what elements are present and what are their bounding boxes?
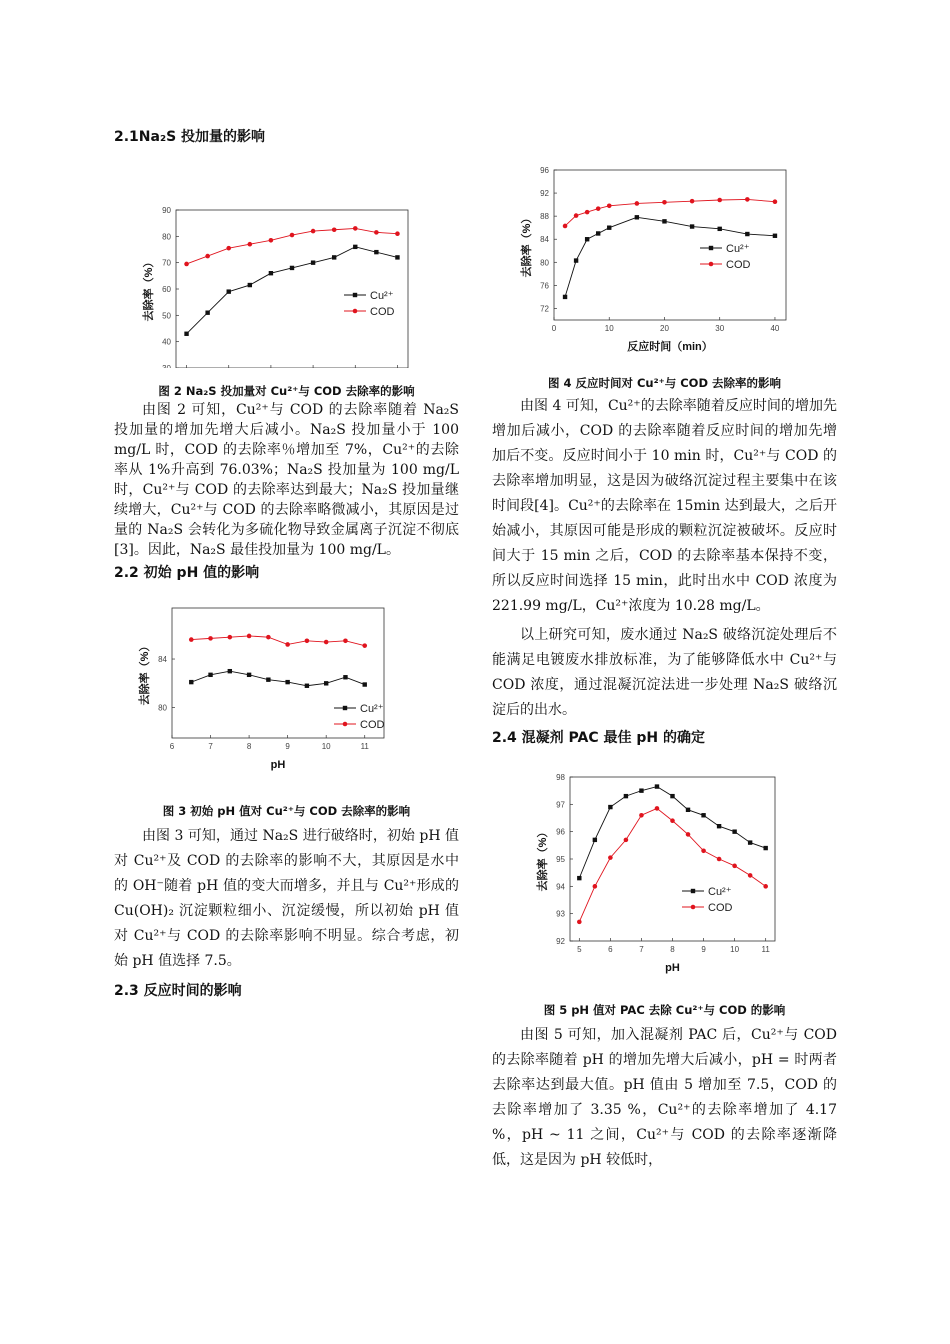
data-point-cu: [395, 255, 399, 259]
data-point-cu: [717, 824, 721, 828]
chart-fig5: [492, 767, 837, 977]
data-point-cu: [596, 231, 600, 235]
y-tick-label: [162, 364, 171, 368]
data-point-cod: [717, 857, 722, 862]
chart-fig2: [114, 158, 459, 368]
data-point-cod: [332, 227, 337, 232]
data-point-cu: [624, 794, 628, 798]
data-point-cu: [577, 876, 581, 880]
paragraph-fig3: 由图 3 可知，通过 Na₂S 进行破络时，初始 pH 值对 Cu²⁺及 COD 的去除率的影响不大，其原因是水中的 OH⁻随着 pH 值的变大而增多，并且与 Cu²⁺形成的 Cu(OH)₂ 沉淀颗粒细小、沉淀缓慢，所以初始 pH 值对 Cu²⁺与 COD 的去除率影响不明显。综合考虑，初始 pH 值选择 7.5。: [114, 828, 459, 969]
y-tick-label: 80: [540, 258, 549, 268]
data-point-cu: [324, 681, 328, 685]
x-tick-label: 7: [208, 742, 213, 751]
figure-3: [114, 596, 459, 796]
data-point-cod: [395, 231, 400, 236]
figure-4-caption: 图 4 反应时间对 Cu²⁺与 COD 去除率的影响: [547, 376, 781, 390]
y-tick-label: 80: [158, 703, 167, 713]
data-point-cu: [305, 684, 309, 688]
chart-fig4: [492, 140, 837, 362]
y-tick-label: 88: [540, 212, 549, 222]
legend-marker: [709, 246, 713, 250]
y-tick-label: 96: [540, 166, 549, 175]
figure-3-caption: 图 3 初始 pH 值对 Cu²⁺与 COD 去除率的影响: [162, 804, 411, 818]
legend-marker: [709, 262, 714, 267]
x-tick-label: 10: [321, 742, 331, 751]
legend-label: COD: [708, 902, 733, 914]
legend-marker: [343, 706, 347, 710]
y-tick-label: 96: [556, 827, 565, 837]
y-tick-label: 92: [556, 937, 565, 946]
x-tick-label: 10: [730, 945, 740, 954]
data-point-cu: [374, 250, 378, 254]
data-point-cu: [635, 215, 639, 219]
figure-5: [492, 767, 837, 977]
data-point-cod: [184, 262, 189, 267]
x-tick-label: 7: [639, 945, 644, 954]
data-point-cu: [266, 677, 270, 681]
data-point-cod: [748, 873, 753, 878]
data-point-cod: [305, 639, 310, 644]
legend-label: Cu²⁺: [708, 886, 732, 898]
legend-label: Cu²⁺: [360, 703, 384, 715]
y-tick-label: 80: [162, 232, 171, 242]
data-point-cu: [718, 227, 722, 231]
legend-marker: [343, 722, 348, 727]
x-tick-label: 8: [670, 945, 675, 954]
data-point-cu: [690, 224, 694, 228]
data-point-cod: [773, 199, 778, 204]
y-axis-label: 去除率（%）: [139, 640, 151, 706]
x-tick-label: 11: [360, 742, 369, 751]
data-point-cu: [248, 283, 252, 287]
y-tick-label: 60: [162, 285, 171, 294]
data-point-cod: [226, 246, 231, 251]
right-column: [492, 120, 837, 1173]
y-tick-label: 72: [540, 304, 549, 314]
data-point-cu: [205, 311, 209, 315]
data-point-cu: [607, 225, 611, 229]
data-point-cod: [763, 884, 768, 889]
data-point-cu: [608, 805, 612, 809]
legend-marker: [691, 905, 696, 910]
x-tick-label: 6: [608, 945, 613, 954]
data-point-cu: [701, 813, 705, 817]
data-point-cu: [686, 808, 690, 812]
y-tick-label: 95: [556, 855, 565, 864]
x-axis-label: 反应时间（min）: [627, 341, 713, 353]
x-tick-label: 5: [577, 945, 582, 954]
data-point-cu: [585, 237, 589, 241]
figure-2-caption: 图 2 Na₂S 投加量对 Cu²⁺与 COD 去除率的影响: [158, 384, 415, 398]
data-point-cu: [353, 245, 357, 249]
y-tick-label: 84: [158, 655, 167, 665]
data-point-cod: [374, 230, 379, 235]
data-point-cu: [269, 271, 273, 275]
x-tick-label: 30: [715, 324, 725, 333]
data-point-cod: [690, 199, 695, 204]
paragraph-summary: 以上研究可知，废水通过 Na₂S 破络沉淀处理后不能满足电镀废水排放标准，为了能够降低水中 Cu²⁺与 COD 浓度，通过混凝沉淀法进一步处理 Na₂S 破络沉淀后的出水。: [492, 627, 837, 718]
y-tick-label: 97: [556, 800, 565, 810]
y-tick-label: 84: [540, 235, 549, 245]
legend-marker: [353, 293, 357, 297]
legend-label: Cu²⁺: [370, 290, 394, 302]
y-tick-label: 40: [162, 337, 171, 347]
data-point-cod: [269, 238, 274, 243]
data-point-cod: [189, 637, 194, 642]
data-point-cu: [285, 680, 289, 684]
data-point-cod: [205, 254, 210, 259]
data-point-cu: [290, 266, 294, 270]
left-column: [114, 120, 459, 1002]
series-line-cu: [579, 787, 765, 879]
x-tick-label: 6: [169, 742, 175, 751]
data-point-cu: [184, 332, 188, 336]
data-point-cu: [563, 295, 567, 299]
data-point-cu: [732, 829, 736, 833]
figure-2: [114, 158, 459, 368]
data-point-cu: [574, 258, 578, 262]
series-line-cod: [579, 808, 765, 921]
legend-marker: [353, 309, 358, 314]
paragraph-fig4: 由图 4 可知，Cu²⁺的去除率随着反应时间的增加先增加后减小，COD 的去除率随着反应时间的增加先增加后不变。反应时间小于 10 min 时，Cu²⁺与 COD 的去除率增加明显，这是因为破络沉淀过程主要集中在该时间段[4]。Cu²⁺的去除率在 15min 达到最大，之后开始减小，其原因可能是形成的颗粒沉淀被破坏。反应时间大于 15 min 之后，COD 的去除率基本保持不变，所以反应时间选择 15 min，此时出水中 COD 浓度为 221.99 mg/L，Cu²⁺浓度为 10.28 mg/L。: [492, 398, 837, 614]
data-point-cod: [607, 203, 612, 208]
chart-fig3: [114, 596, 459, 796]
y-tick-label: 98: [556, 773, 565, 782]
data-point-cod: [353, 226, 358, 231]
data-point-cu: [763, 846, 767, 850]
plot-frame: [570, 777, 775, 941]
x-tick-label: 0: [551, 324, 557, 333]
data-point-cu: [662, 219, 666, 223]
legend-marker: [691, 889, 695, 893]
series-line-cod: [191, 636, 364, 646]
data-point-cod: [596, 206, 601, 211]
y-tick-label: 76: [540, 281, 549, 291]
data-point-cu: [228, 669, 232, 673]
legend-label: Cu²⁺: [726, 243, 750, 255]
data-point-cod: [577, 920, 582, 925]
y-tick-label: 93: [556, 909, 565, 919]
x-tick-label: 9: [701, 945, 706, 954]
x-tick-label: 20: [660, 324, 669, 333]
data-point-cod: [362, 643, 367, 648]
section-heading-2-3: 2.3 反应时间的影响: [114, 983, 242, 999]
y-axis-label: 去除率（%）: [521, 212, 533, 278]
data-point-cu: [639, 788, 643, 792]
data-point-cod: [670, 818, 675, 823]
data-point-cu: [247, 673, 251, 677]
series-line-cu: [191, 671, 364, 686]
data-point-cod: [593, 884, 598, 889]
data-point-cu: [311, 260, 315, 264]
data-point-cod: [635, 201, 640, 206]
y-tick-label: 50: [162, 311, 171, 321]
data-point-cod: [686, 832, 691, 837]
data-point-cu: [593, 838, 597, 842]
plot-frame: [172, 608, 384, 738]
figure-5-caption: 图 5 pH 值对 PAC 去除 Cu²⁺与 COD 的影响: [543, 1003, 786, 1017]
paragraph-fig2: 由图 2 可知，Cu²⁺与 COD 的去除率随着 Na₂S 投加量的增加先增大后减小。Na₂S 投加量小于 100 mg/L 时，COD 的去除率％增加至 7%，Cu²⁺的去除率从 1%升高到 76.03%；Na₂S 投加量为 100 mg/L 时，Cu²⁺与 COD 的去除率达到最大；Na₂S 投加量继续增大，Cu²⁺与 COD 的去除率略微减小，其原因是过量的 Na₂S 会转化为多硫化物导致金属离子沉淀不彻底[3]。因此，Na₂S 最佳投加量为 100 mg/L。: [114, 402, 459, 558]
data-point-cu: [773, 234, 777, 238]
legend-label: COD: [370, 306, 395, 318]
x-tick-label: 11: [761, 945, 770, 954]
x-tick-label: 10: [604, 324, 614, 333]
data-point-cod: [228, 635, 233, 640]
y-axis-label: 去除率（%）: [537, 826, 549, 892]
data-point-cu: [655, 784, 659, 788]
data-point-cod: [247, 634, 252, 639]
y-tick-label: 90: [162, 206, 171, 215]
data-point-cod: [248, 242, 253, 247]
data-point-cu: [189, 680, 193, 684]
data-point-cod: [662, 200, 667, 205]
data-point-cod: [639, 813, 644, 818]
data-point-cod: [343, 639, 348, 644]
data-point-cod: [290, 233, 295, 238]
data-point-cod: [311, 229, 316, 234]
y-tick-label: 94: [556, 882, 565, 892]
data-point-cu: [227, 289, 231, 293]
y-axis-label: 去除率（%）: [143, 256, 155, 322]
data-point-cod: [732, 864, 737, 869]
series-line-cu: [565, 217, 775, 297]
data-point-cod: [324, 640, 329, 645]
data-point-cu: [670, 794, 674, 798]
legend-label: COD: [726, 259, 751, 271]
section-heading-2-2: 2.2 初始 pH 值的影响: [114, 565, 260, 581]
y-tick-label: 92: [540, 189, 549, 199]
legend-label: COD: [360, 719, 385, 731]
data-point-cod: [655, 806, 660, 811]
data-point-cod: [701, 849, 706, 854]
data-point-cu: [363, 682, 367, 686]
x-axis-label: pH: [665, 962, 680, 974]
paragraph-fig5: 由图 5 可知，加入混凝剂 PAC 后，Cu²⁺与 COD 的去除率随着 pH 的增加先增大后减小，pH = 时两者去除率达到最大值。pH 值由 5 增加至 7.5，COD 的去除率增加了 3.35 %，Cu²⁺的去除率增加了 4.17 %，pH ~ 11 之间，Cu²⁺与 COD 的去除率逐渐降低，这是因为 pH 较低时，: [492, 1027, 837, 1168]
x-axis-label: pH: [270, 759, 286, 771]
data-point-cod: [266, 635, 271, 640]
plot-frame: [554, 170, 786, 320]
x-tick-label: 40: [770, 324, 780, 333]
data-point-cu: [343, 675, 347, 679]
data-point-cod: [745, 197, 750, 202]
data-point-cod: [563, 224, 568, 229]
data-point-cu: [745, 232, 749, 236]
x-tick-label: 9: [285, 742, 290, 751]
data-point-cu: [748, 840, 752, 844]
data-point-cu: [208, 673, 212, 677]
section-heading-2-4: 2.4 混凝剂 PAC 最佳 pH 的确定: [492, 730, 705, 746]
y-tick-label: 70: [162, 258, 171, 268]
figure-4: [492, 140, 837, 362]
data-point-cod: [624, 838, 629, 843]
data-point-cu: [332, 255, 336, 259]
data-point-cod: [717, 198, 722, 203]
data-point-cod: [608, 855, 613, 860]
section-heading-2-1: 2.1Na₂S 投加量的影响: [114, 129, 266, 145]
data-point-cod: [574, 213, 579, 218]
data-point-cod: [585, 210, 590, 215]
x-tick-label: 8: [246, 742, 252, 751]
data-point-cod: [285, 642, 290, 647]
data-point-cod: [208, 636, 213, 641]
series-line-cu: [187, 247, 398, 334]
